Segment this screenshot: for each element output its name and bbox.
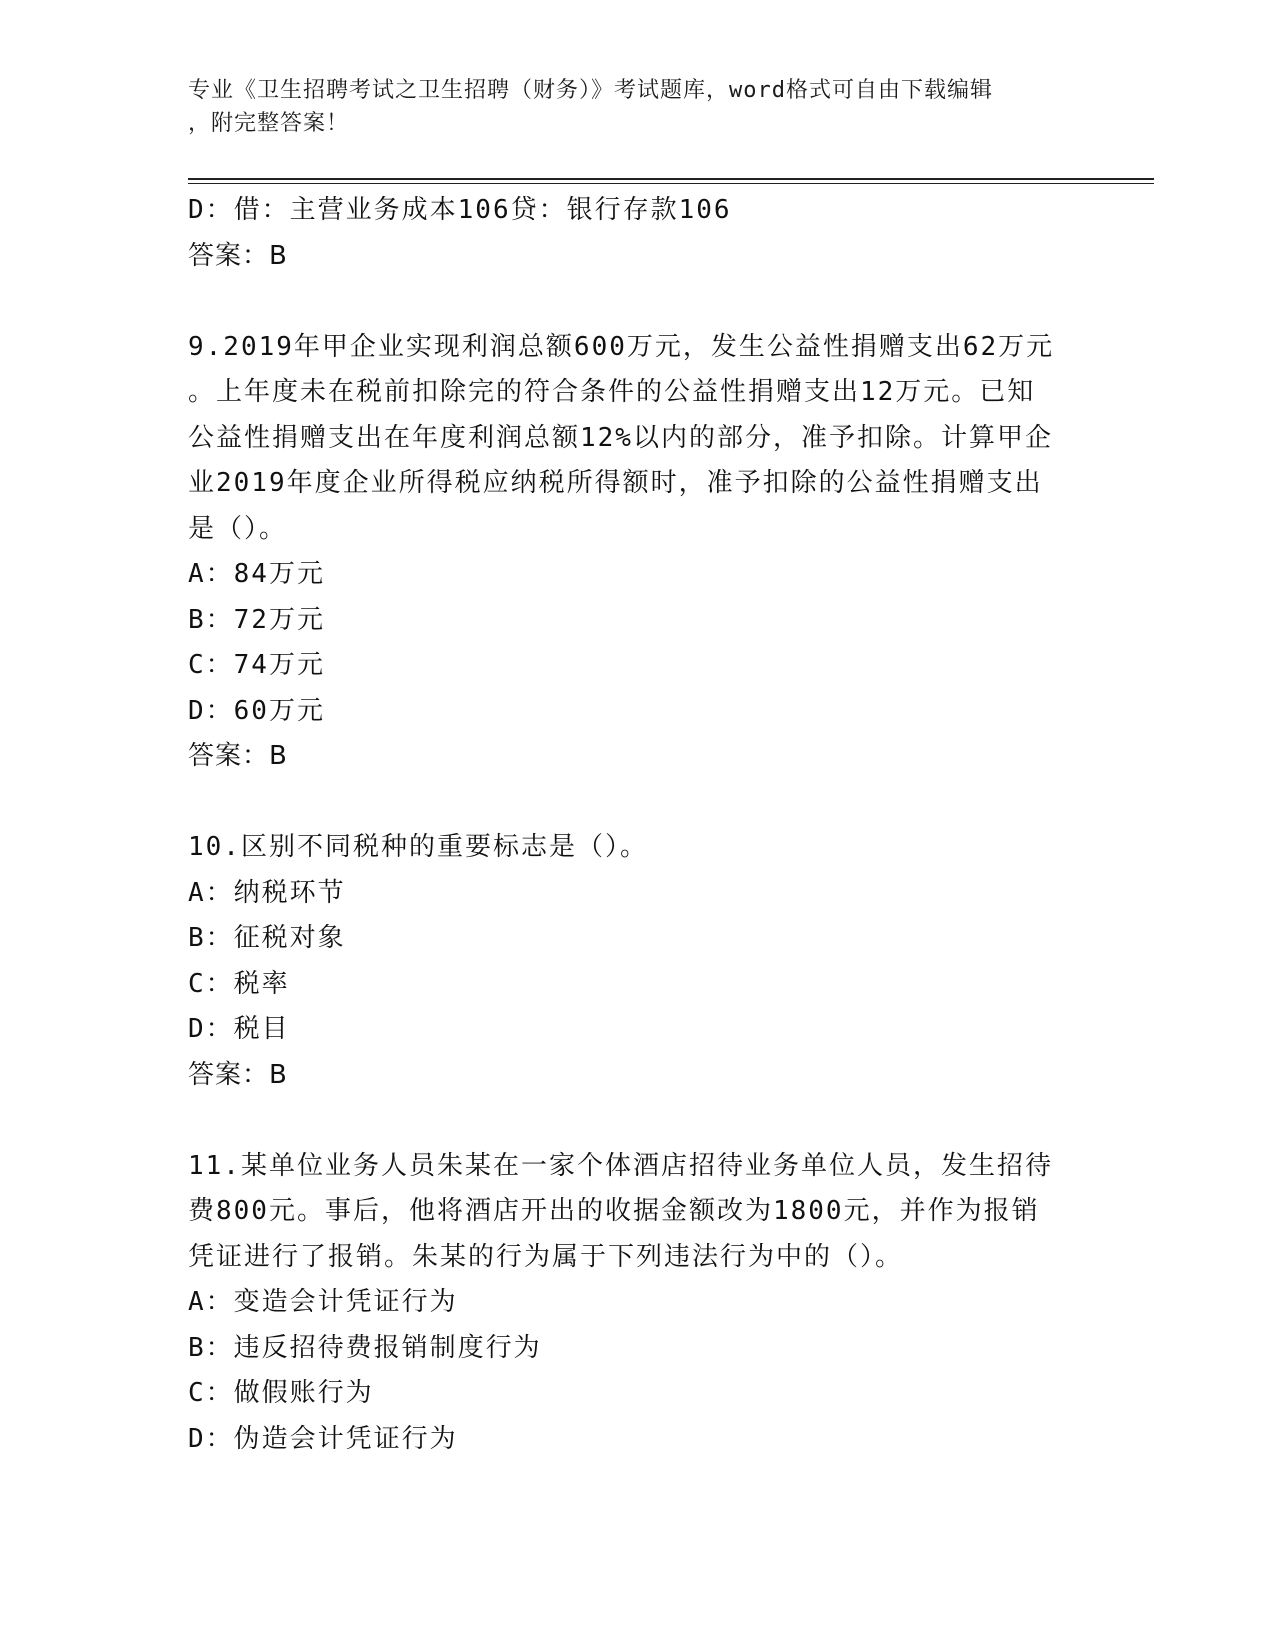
question-content — [188, 188, 1088, 1462]
prev-option-d: D：借：主营业务成本106贷：银行存款106 — [188, 195, 732, 225]
q11-option-a: A：变造会计凭证行为 — [188, 1287, 458, 1317]
header-line-2: ，附完整答案！ — [188, 111, 350, 136]
header-line-1: 专业《卫生招聘考试之卫生招聘（财务）》考试题库，word格式可自由下载编辑 — [188, 78, 993, 103]
question-10 — [188, 825, 1088, 1098]
header-divider-thick — [188, 178, 1154, 180]
header-divider-thin — [188, 183, 1154, 184]
spacer — [188, 780, 1088, 826]
q9-stem-line: 业2019年度企业所得税应纳税所得额时，准予扣除的公益性捐赠支出 — [188, 468, 1043, 498]
document-header — [188, 74, 1088, 140]
q10-option-b: B：征税对象 — [188, 923, 346, 953]
q11-option-c: C：做假账行为 — [188, 1378, 374, 1408]
q9-answer: 答案：B — [188, 741, 288, 771]
q9-stem-line: 是（）。 — [188, 513, 288, 544]
spacer — [188, 279, 1088, 325]
q10-option-d: D：税目 — [188, 1014, 290, 1044]
q9-option-a: A：84万元 — [188, 559, 325, 589]
q9-stem-line: 。上年度未在税前扣除完的符合条件的公益性捐赠支出12万元。已知 — [188, 377, 1036, 407]
q11-stem-line: 11.某单位业务人员朱某在一家个体酒店招待业务单位人员，发生招待 — [188, 1150, 1053, 1181]
spacer — [188, 1098, 1088, 1144]
q11-stem-line: 费800元。事后，他将酒店开出的收据金额改为1800元，并作为报销 — [188, 1196, 1040, 1226]
question-11 — [188, 1144, 1088, 1463]
q9-option-b: B：72万元 — [188, 604, 325, 635]
q9-option-d: D：60万元 — [188, 695, 325, 726]
q11-option-d: D：伪造会计凭证行为 — [188, 1423, 458, 1454]
q10-option-a: A：纳税环节 — [188, 877, 346, 908]
question-9 — [188, 325, 1088, 780]
q10-option-c: C：税率 — [188, 968, 290, 999]
q10-stem-line: 10.区别不同税种的重要标志是（）。 — [188, 832, 648, 862]
q9-stem-line: 9.2019年甲企业实现利润总额600万元，发生公益性捐赠支出62万元 — [188, 331, 1055, 362]
q11-stem-line: 凭证进行了报销。朱某的行为属于下列违法行为中的（）。 — [188, 1241, 904, 1272]
q9-option-c: C：74万元 — [188, 650, 325, 680]
q11-option-b: B：违反招待费报销制度行为 — [188, 1332, 542, 1363]
prev-answer: 答案：B — [188, 240, 288, 271]
q9-stem-line: 公益性捐赠支出在年度利润总额12%以内的部分，准予扣除。计算甲企 — [188, 422, 1053, 453]
q10-answer: 答案：B — [188, 1059, 288, 1090]
